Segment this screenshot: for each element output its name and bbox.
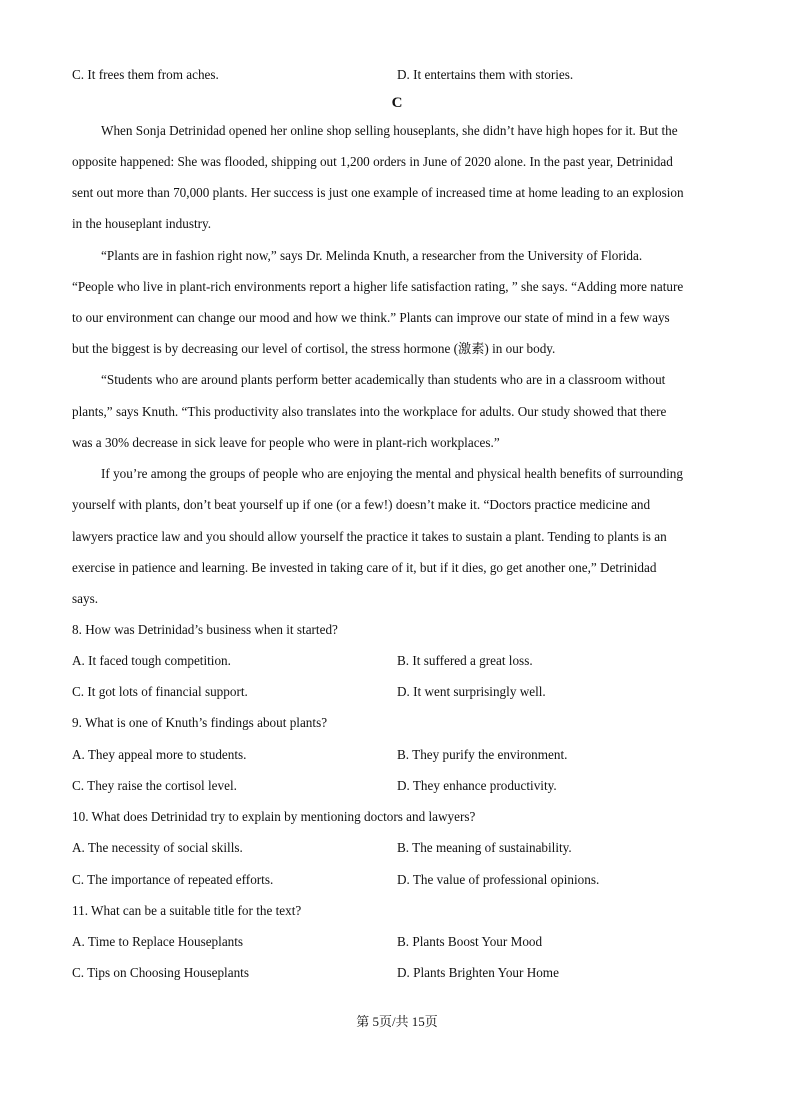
section-heading: C <box>391 95 403 111</box>
question-stem: 9. What is one of Knuth’s findings about plants? <box>72 715 328 730</box>
option-c[interactable]: C. It got lots of financial support. <box>72 684 248 699</box>
option-a[interactable]: A. They appeal more to students. <box>72 747 247 762</box>
option-c[interactable]: C. The importance of repeated efforts. <box>72 872 274 887</box>
passage-line: to our environment can change our mood and how we think.” Plants can improve our state of mind in a few ways <box>72 310 670 325</box>
prev-option-d: D. It entertains them with stories. <box>397 67 574 82</box>
question-stem: 11. What can be a suitable title for the text? <box>72 903 302 918</box>
passage-line: sent out more than 70,000 plants. Her success is just one example of increased time at home leading to an explosion <box>72 185 684 200</box>
option-c[interactable]: C. Tips on Choosing Houseplants <box>72 965 249 980</box>
passage-line: When Sonja Detrinidad opened her online shop selling houseplants, she didn’t have high hopes for it. But the <box>101 123 678 138</box>
passage-line: exercise in patience and learning. Be invested in taking care of it, but if it dies, go get another one,” Detrinidad <box>72 560 657 575</box>
passage-line: lawyers practice law and you should allow yourself the practice it takes to sustain a plant. Tending to plants is an <box>72 529 667 544</box>
passage-line: “People who live in plant-rich environments report a higher life satisfaction rating, ” she says. “Adding more nature <box>72 279 684 294</box>
passage-line: in the houseplant industry. <box>72 216 212 231</box>
option-b[interactable]: B. They purify the environment. <box>397 747 568 762</box>
option-b[interactable]: B. Plants Boost Your Mood <box>397 934 543 949</box>
option-b[interactable]: B. It suffered a great loss. <box>397 653 533 668</box>
question-stem: 8. How was Detrinidad’s business when it started? <box>72 622 338 637</box>
passage-line: yourself with plants, don’t beat yourself up if one (or a few!) doesn’t make it. “Doctors practice medicine and <box>72 497 651 512</box>
passage-line: was a 30% decrease in sick leave for people who were in plant-rich workplaces.” <box>72 435 500 450</box>
question-stem: 10. What does Detrinidad try to explain by mentioning doctors and lawyers? <box>72 809 476 824</box>
option-c[interactable]: C. They raise the cortisol level. <box>72 778 237 793</box>
passage-line: but the biggest is by decreasing our level of cortisol, the stress hormone (激素) in our body. <box>72 341 556 356</box>
option-a[interactable]: A. It faced tough competition. <box>72 653 231 668</box>
option-b[interactable]: B. The meaning of sustainability. <box>397 840 572 855</box>
option-a[interactable]: A. The necessity of social skills. <box>72 840 243 855</box>
passage-line: If you’re among the groups of people who are enjoying the mental and physical health benefits of surrounding <box>101 466 683 481</box>
passage-line: “Plants are in fashion right now,” says Dr. Melinda Knuth, a researcher from the University of Florida. <box>101 248 643 263</box>
option-d[interactable]: D. Plants Brighten Your Home <box>397 965 559 980</box>
option-d[interactable]: D. The value of professional opinions. <box>397 872 600 887</box>
passage-line: says. <box>72 591 99 606</box>
page-number-footer: 第 5页/共 15页 <box>356 1014 438 1029</box>
passage-line: “Students who are around plants perform better academically than students who are in a classroom without <box>101 372 666 387</box>
passage-line: opposite happened: She was flooded, shipping out 1,200 orders in June of 2020 alone. In the past year, Detrinidad <box>72 154 673 169</box>
option-d[interactable]: D. It went surprisingly well. <box>397 684 546 699</box>
option-a[interactable]: A. Time to Replace Houseplants <box>72 934 244 949</box>
passage-line: plants,” says Knuth. “This productivity also translates into the workplace for adults. Our study showed that there <box>72 404 667 419</box>
option-d[interactable]: D. They enhance productivity. <box>397 778 557 793</box>
prev-option-c: C. It frees them from aches. <box>72 67 219 82</box>
